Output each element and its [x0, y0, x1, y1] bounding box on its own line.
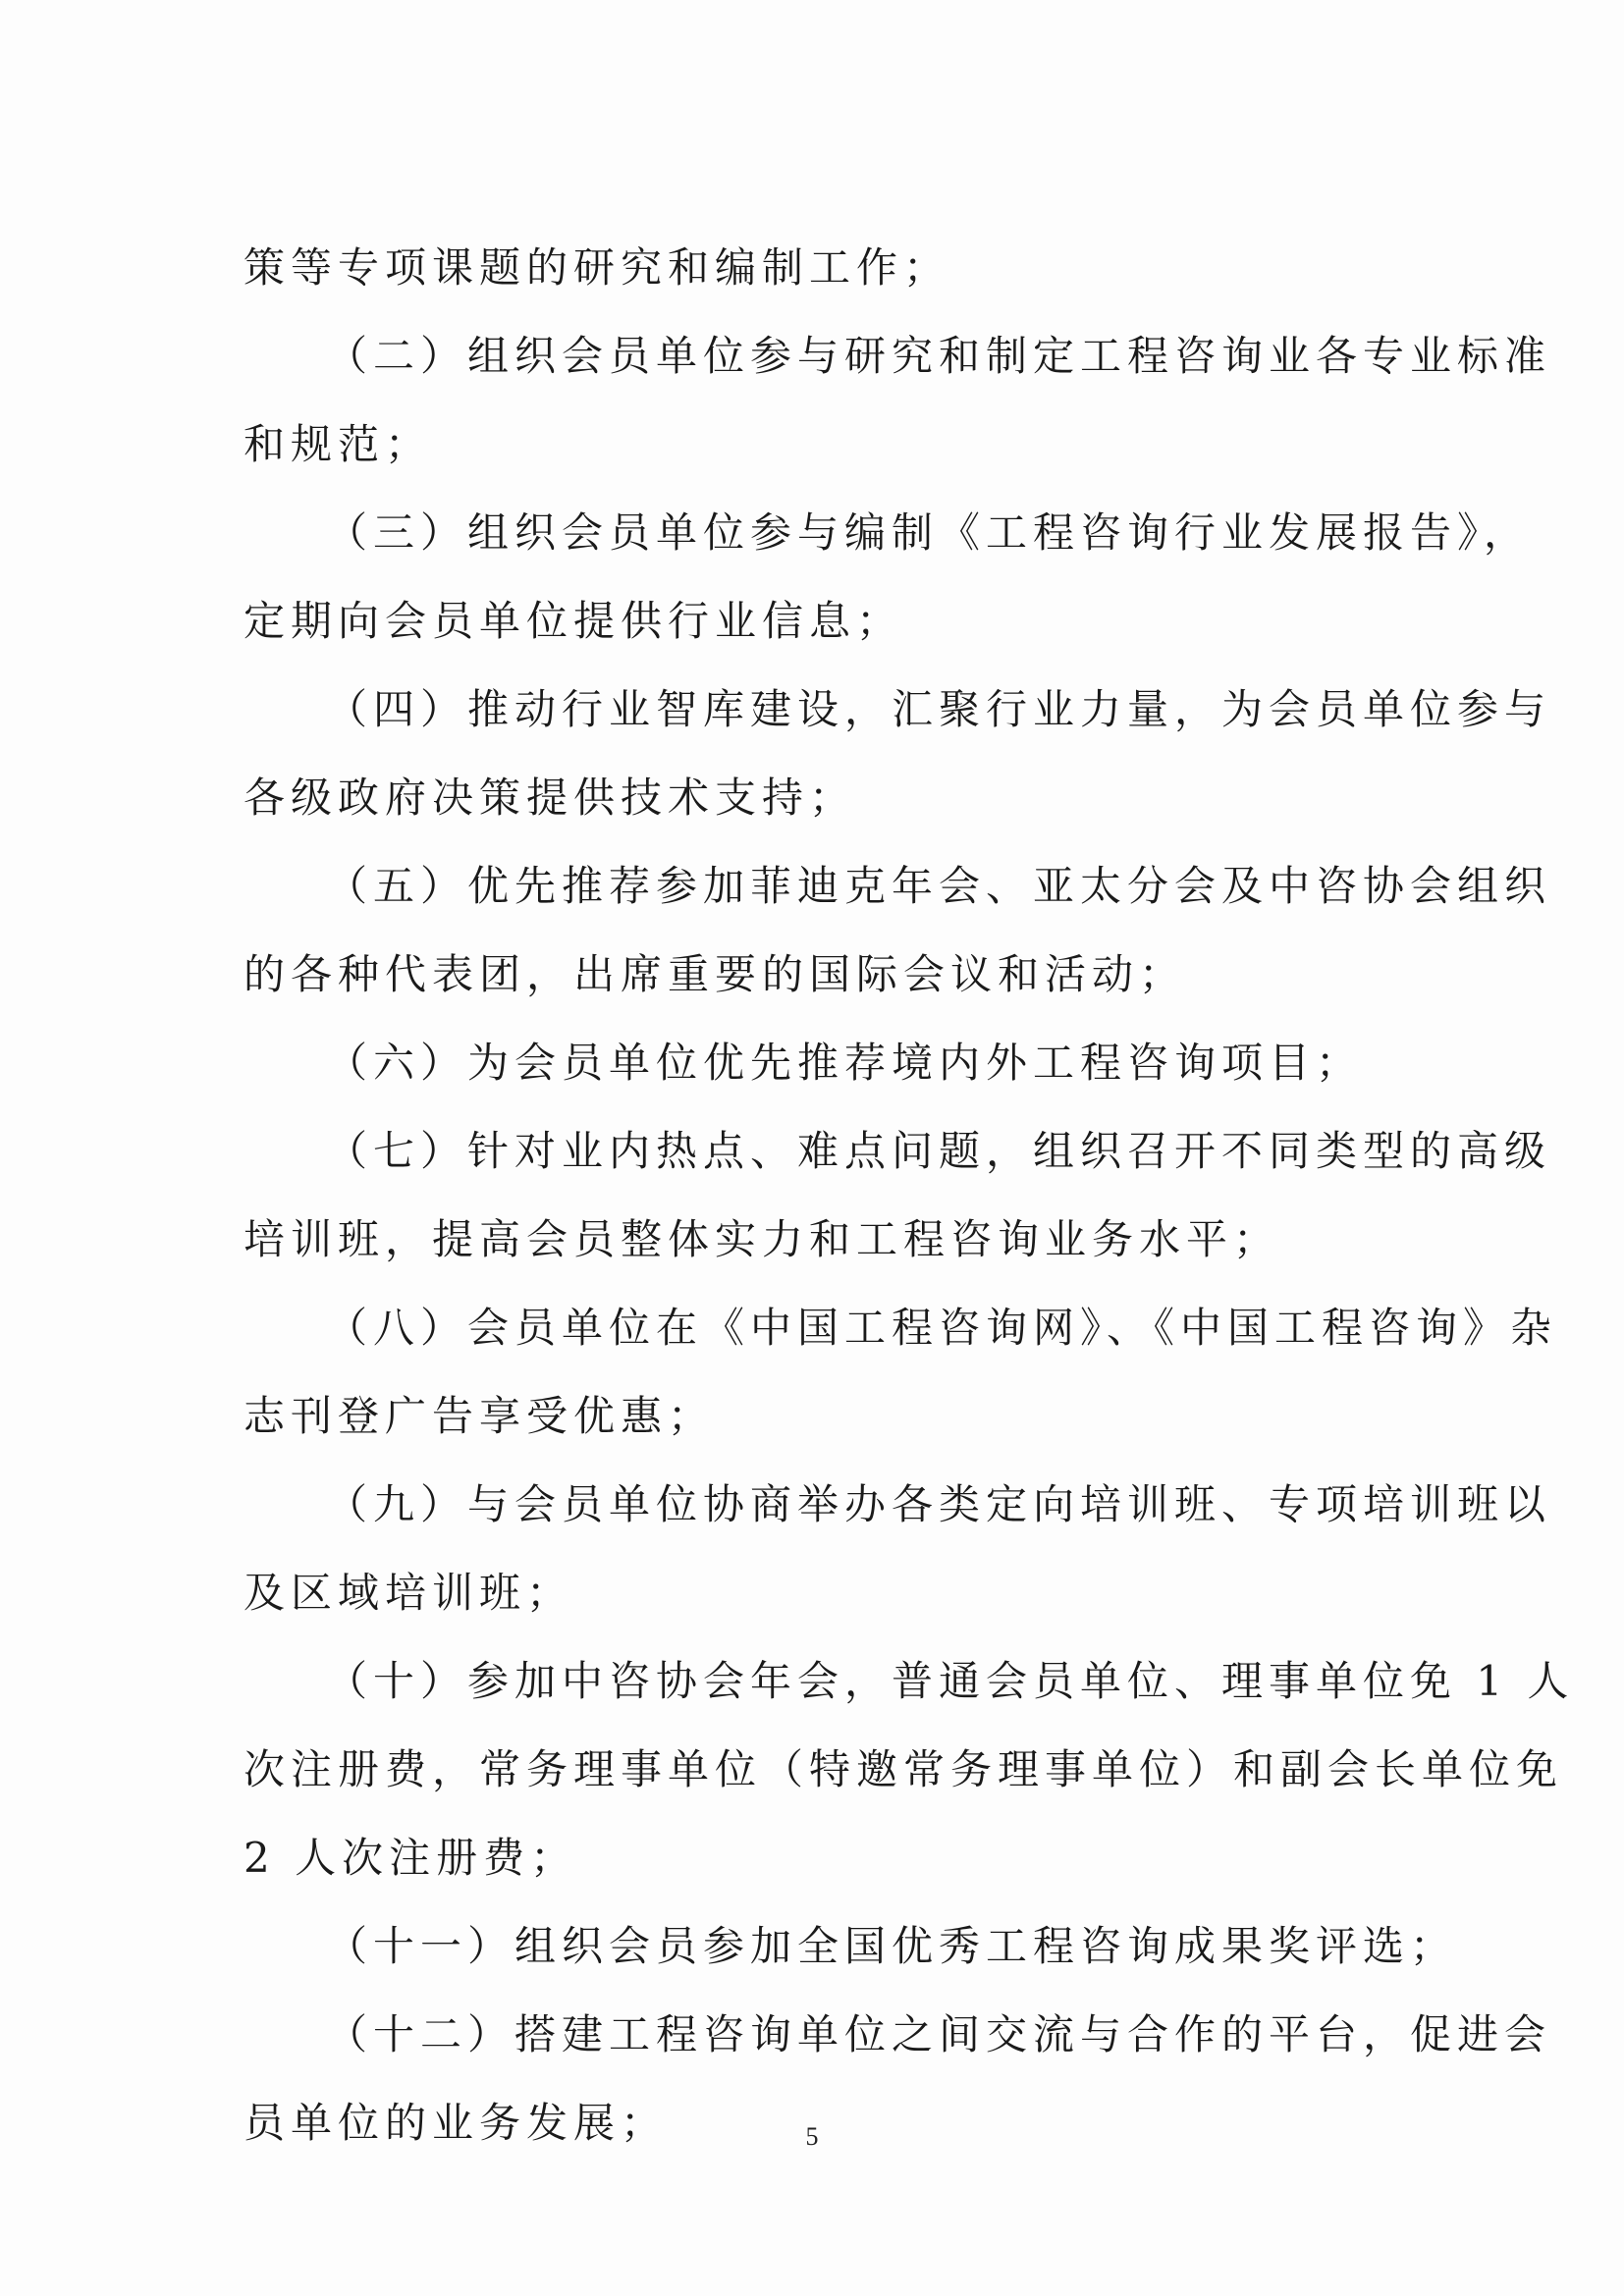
text-line: （十一）组织会员参加全国优秀工程咨询成果奖评选；	[326, 1922, 1458, 1970]
text-line: （十二）搭建工程咨询单位之间交流与合作的平台，促进会	[326, 2010, 1552, 2058]
text-line: 次注册费，常务理事单位（特邀常务理事单位）和副会长单位免	[244, 1745, 1564, 1793]
text-line: 的各种代表团，出席重要的国际会议和活动；	[244, 950, 1187, 998]
text-line: 2 人次注册费；	[244, 1834, 578, 1882]
text-line: 和规范；	[244, 420, 433, 468]
text-line: （八）会员单位在《中国工程咨询网》、《中国工程咨询》杂	[326, 1304, 1558, 1352]
text-line: （九）与会员单位协商举办各类定向培训班、专项培训班以	[326, 1480, 1552, 1528]
text-line: （二）组织会员单位参与研究和制定工程咨询业各专业标准	[326, 332, 1552, 380]
text-line: （七）针对业内热点、难点问题，组织召开不同类型的高级	[326, 1127, 1552, 1175]
text-line: 策等专项课题的研究和编制工作；	[244, 243, 951, 292]
text-line: （六）为会员单位优先推荐境内外工程咨询项目；	[326, 1039, 1364, 1087]
text-line: 及区域培训班；	[244, 1569, 574, 1617]
text-line: 员单位的业务发展；	[244, 2099, 669, 2147]
page-number: 5	[805, 2122, 819, 2151]
text-line: 培训班，提高会员整体实力和工程咨询业务水平；	[244, 1215, 1281, 1263]
text-line: 定期向会员单位提供行业信息；	[244, 597, 904, 645]
text-line: （五）优先推荐参加菲迪克年会、亚太分会及中咨协会组织	[326, 862, 1552, 910]
text-line: （十）参加中咨协会年会，普通会员单位、理事单位免 1 人	[326, 1657, 1575, 1705]
text-line: 各级政府决策提供技术支持；	[244, 774, 857, 822]
body-text	[244, 224, 1575, 2167]
text-line: （三）组织会员单位参与编制《工程咨询行业发展报告》，	[326, 508, 1532, 557]
text-line: （四）推动行业智库建设，汇聚行业力量，为会员单位参与	[326, 685, 1552, 733]
text-line: 志刊登广告享受优惠；	[244, 1392, 716, 1440]
